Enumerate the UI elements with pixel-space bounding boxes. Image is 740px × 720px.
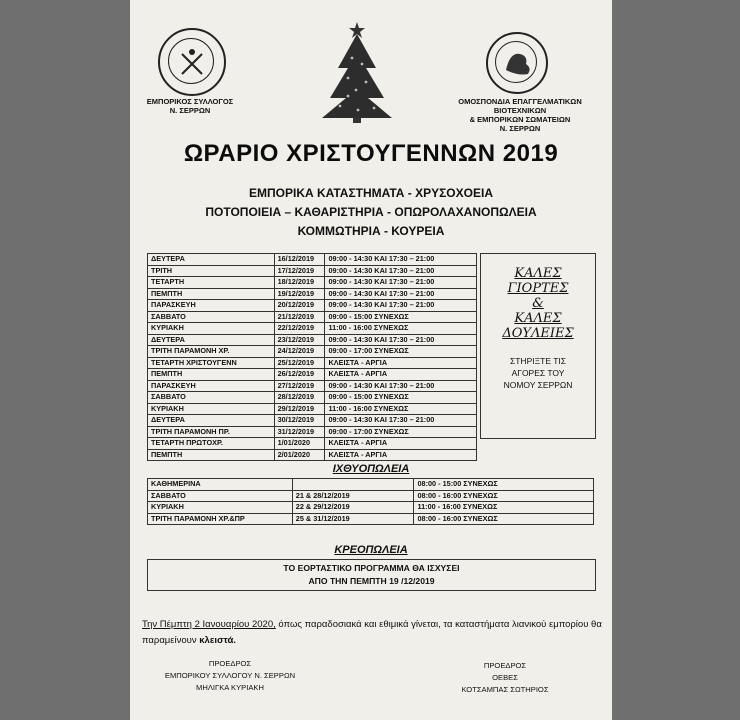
schedule-row-day: ΠΕΜΠΤΗ xyxy=(148,369,275,381)
schedule-row-hours: 09:00 - 14:30 ΚΑΙ 17:30 – 21:00 xyxy=(325,380,477,392)
schedule-row-hours: 09:00 - 14:30 ΚΑΙ 17:30 – 21:00 xyxy=(325,254,477,266)
schedule-row xyxy=(148,288,477,300)
schedule-row-day: ΣΑΒΒΑΤΟ xyxy=(148,392,275,404)
schedule-row xyxy=(148,449,477,461)
fish-row xyxy=(148,479,594,491)
fish-row-hours: 08:00 - 16:00 ΣΥΝΕΧΩΣ xyxy=(414,513,594,525)
schedule-row xyxy=(148,438,477,450)
schedule-row-hours: 09:00 - 14:30 ΚΑΙ 17:30 – 21:00 xyxy=(325,288,477,300)
schedule-row-date: 1/01/2020 xyxy=(274,438,325,450)
schedule-row-date: 24/12/2019 xyxy=(274,346,325,358)
schedule-row xyxy=(148,334,477,346)
left-association-seal xyxy=(158,28,226,96)
schedule-row xyxy=(148,277,477,289)
schedule-row xyxy=(148,265,477,277)
schedule-row-date: 19/12/2019 xyxy=(274,288,325,300)
store-schedule-table xyxy=(147,253,477,461)
schedule-row xyxy=(148,426,477,438)
fish-row-hours: 11:00 - 16:00 ΣΥΝΕΧΩΣ xyxy=(414,502,594,514)
fish-row-day: ΚΥΡΙΑΚΗ xyxy=(148,502,293,514)
schedule-row-hours: ΚΛΕΙΣΤΑ - ΑΡΓΙΑ xyxy=(325,357,477,369)
schedule-row xyxy=(148,311,477,323)
schedule-row-day: ΔΕΥΤΕΡΑ xyxy=(148,334,275,346)
fish-row-date: 21 & 28/12/2019 xyxy=(292,490,414,502)
fish-row-date: 22 & 29/12/2019 xyxy=(292,502,414,514)
schedule-row-day: ΤΕΤΑΡΤΗ ΧΡΙΣΤΟΥΓΕΝΝ xyxy=(148,357,275,369)
schedule-row-date: 28/12/2019 xyxy=(274,392,325,404)
notice-closed: κλειστά. xyxy=(199,635,236,646)
butchers-line-2: ΑΠΟ ΤΗΝ ΠΕΜΠΤΗ 19 /12/2019 xyxy=(308,576,435,586)
butchers-box xyxy=(147,559,596,591)
fish-row-day: ΚΑΘΗΜΕΡΙΝΑ xyxy=(148,479,293,491)
schedule-row-date: 27/12/2019 xyxy=(274,380,325,392)
fish-row-hours: 08:00 - 16:00 ΣΥΝΕΧΩΣ xyxy=(414,490,594,502)
schedule-row-date: 17/12/2019 xyxy=(274,265,325,277)
fish-row-day: ΤΡΙΤΗ ΠΑΡΑΜΟΝΗ ΧΡ.&ΠΡ xyxy=(148,513,293,525)
schedule-row xyxy=(148,369,477,381)
left-signature: ΠΡΟΕΔΡΟΣ ΕΜΠΟΡΙΚΟΥ ΣΥΛΛΟΓΟΥ Ν. ΣΕΡΡΩΝ ΜΗΛΙΓΚΑ ΚΥΡΙΑΚΗ xyxy=(164,659,296,692)
schedule-row-date: 20/12/2019 xyxy=(274,300,325,312)
butchers-title: ΚΡΕΟΠΩΛΕΙΑ xyxy=(334,544,408,556)
fish-row xyxy=(148,513,594,525)
greeting-line-4: ΔΟΥΛΕΙΕΣ xyxy=(502,326,574,341)
right-federation-seal xyxy=(486,32,548,94)
schedule-row-hours: ΚΛΕΙΣΤΑ - ΑΡΓΙΑ xyxy=(325,369,477,381)
schedule-row-date: 30/12/2019 xyxy=(274,415,325,427)
schedule-row-date: 2/01/2020 xyxy=(274,449,325,461)
notice-date: Την Πέμπτη 2 Ιανουαρίου 2020, xyxy=(142,619,276,630)
greeting-line-3: ΚΑΛΕΣ xyxy=(514,311,562,326)
christmas-tree-icon xyxy=(318,18,396,124)
fish-shops-title: ΙΧΘΥΟΠΩΛΕΙΑ xyxy=(332,463,410,475)
greeting-line-1: ΚΑΛΕΣ xyxy=(514,266,562,281)
schedule-row xyxy=(148,323,477,335)
fish-row-date xyxy=(292,479,414,491)
schedule-row-day: ΚΥΡΙΑΚΗ xyxy=(148,403,275,415)
schedule-row-hours: 09:00 - 14:30 ΚΑΙ 17:30 – 21:00 xyxy=(325,265,477,277)
schedule-row-day: ΤΕΤΑΡΤΗ ΠΡΩΤΟΧΡ. xyxy=(148,438,275,450)
schedule-row-day: ΣΑΒΒΑΤΟ xyxy=(148,311,275,323)
schedule-row-day: ΤΡΙΤΗ ΠΑΡΑΜΟΝΗ ΠΡ. xyxy=(148,426,275,438)
greetings-box xyxy=(480,253,596,439)
schedule-row xyxy=(148,392,477,404)
schedule-row-day: ΔΕΥΤΕΡΑ xyxy=(148,254,275,266)
left-association-name: ΕΜΠΟΡΙΚΟΣ ΣΥΛΛΟΓΟΣ Ν. ΣΕΡΡΩΝ xyxy=(146,97,234,115)
schedule-row-hours: 09:00 - 14:30 ΚΑΙ 17:30 – 21:00 xyxy=(325,334,477,346)
schedule-row-hours: ΚΛΕΙΣΤΑ - ΑΡΓΙΑ xyxy=(325,438,477,450)
schedule-row-hours: 11:00 - 16:00 ΣΥΝΕΧΩΣ xyxy=(325,403,477,415)
support-message: ΣΤΗΡΙΞΤΕ ΤΙΣ ΑΓΟΡΕΣ ΤΟΥ ΝΟΜΟΥ ΣΕΡΡΩΝ xyxy=(503,356,573,390)
poster xyxy=(130,0,612,720)
schedule-row-day: ΤΡΙΤΗ xyxy=(148,265,275,277)
schedule-row-hours: 09:00 - 17:00 ΣΥΝΕΧΩΣ xyxy=(325,426,477,438)
schedule-row-day: ΠΑΡΑΣΚΕΥΗ xyxy=(148,300,275,312)
category-line-1: ΕΜΠΟΡΙΚΑ ΚΑΤΑΣΤΗΜΑΤΑ - ΧΡΥΣΟΧΟΕΙΑ xyxy=(249,186,493,200)
fish-row xyxy=(148,490,594,502)
fish-row-date: 25 & 31/12/2019 xyxy=(292,513,414,525)
schedule-row-day: ΚΥΡΙΑΚΗ xyxy=(148,323,275,335)
schedule-row-date: 31/12/2019 xyxy=(274,426,325,438)
schedule-row-day: ΠΕΜΠΤΗ xyxy=(148,288,275,300)
greeting-ampersand: & xyxy=(532,296,544,311)
page-title: ΩΡΑΡΙΟ ΧΡΙΣΤΟΥΓΕΝΝΩΝ 2019 xyxy=(183,140,559,167)
schedule-row-date: 21/12/2019 xyxy=(274,311,325,323)
schedule-row-hours: 09:00 - 15:00 ΣΥΝΕΧΩΣ xyxy=(325,311,477,323)
schedule-row-day: ΤΡΙΤΗ ΠΑΡΑΜΟΝΗ ΧΡ. xyxy=(148,346,275,358)
fish-row-hours: 08:00 - 15:00 ΣΥΝΕΧΩΣ xyxy=(414,479,594,491)
schedule-row xyxy=(148,346,477,358)
right-federation-name: ΟΜΟΣΠΟΝΔΙΑ ΕΠΑΓΓΕΛΜΑΤΙΚΩΝ ΒΙΟΤΕΧΝΙΚΩΝ & ΕΜΠΟΡΙΚΩΝ ΣΩΜΑΤΕΙΩΝ Ν. ΣΕΡΡΩΝ xyxy=(458,97,582,133)
notice-text: όπως παραδοσιακά και εθιμικά γίνεται, τα καταστήματα λιανικού εμπορίου θα παραμείνουν xyxy=(142,619,602,646)
greeting-line-2: ΓΙΟΡΤΕΣ xyxy=(507,281,569,296)
schedule-row-hours: 09:00 - 14:30 ΚΑΙ 17:30 – 21:00 xyxy=(325,415,477,427)
schedule-row-day: ΠΑΡΑΣΚΕΥΗ xyxy=(148,380,275,392)
schedule-row-hours: 09:00 - 15:00 ΣΥΝΕΧΩΣ xyxy=(325,392,477,404)
schedule-row-hours: 09:00 - 17:00 ΣΥΝΕΧΩΣ xyxy=(325,346,477,358)
schedule-row-day: ΤΕΤΑΡΤΗ xyxy=(148,277,275,289)
schedule-row-date: 26/12/2019 xyxy=(274,369,325,381)
schedule-row-hours: 11:00 - 16:00 ΣΥΝΕΧΩΣ xyxy=(325,323,477,335)
schedule-row-hours: ΚΛΕΙΣΤΑ - ΑΡΓΙΑ xyxy=(325,449,477,461)
schedule-row-date: 16/12/2019 xyxy=(274,254,325,266)
closing-notice xyxy=(142,617,602,649)
fish-shops-table xyxy=(147,478,594,525)
schedule-row xyxy=(148,254,477,266)
category-line-3: ΚΟΜΜΩΤΗΡΙΑ - ΚΟΥΡΕΙΑ xyxy=(297,224,445,238)
schedule-row-date: 29/12/2019 xyxy=(274,403,325,415)
schedule-row-day: ΔΕΥΤΕΡΑ xyxy=(148,415,275,427)
schedule-row xyxy=(148,300,477,312)
schedule-row-date: 25/12/2019 xyxy=(274,357,325,369)
schedule-row xyxy=(148,403,477,415)
butchers-line-1: ΤΟ ΕΟΡΤΑΣΤΙΚΟ ΠΡΟΓΡΑΜΜΑ ΘΑ ΙΣΧΥΣΕΙ xyxy=(283,563,460,573)
schedule-row-date: 22/12/2019 xyxy=(274,323,325,335)
schedule-row xyxy=(148,415,477,427)
fish-row xyxy=(148,502,594,514)
schedule-row xyxy=(148,380,477,392)
category-line-2: ΠΟΤΟΠΟΙΕΙΑ – ΚΑΘΑΡΙΣΤΗΡΙΑ - ΟΠΩΡΟΛΑΧΑΝΟΠΩΛΕΙΑ xyxy=(205,205,537,219)
fish-row-day: ΣΑΒΒΑΤΟ xyxy=(148,490,293,502)
schedule-row-date: 18/12/2019 xyxy=(274,277,325,289)
schedule-row-hours: 09:00 - 14:30 ΚΑΙ 17:30 – 21:00 xyxy=(325,277,477,289)
schedule-row-hours: 09:00 - 14:30 ΚΑΙ 17:30 – 21:00 xyxy=(325,300,477,312)
schedule-row xyxy=(148,357,477,369)
schedule-row-day: ΠΕΜΠΤΗ xyxy=(148,449,275,461)
right-signature: ΠΡΟΕΔΡΟΣ ΟΕΒΕΣ ΚΟΤΣΑΜΠΑΣ ΣΩΤΗΡΙΟΣ xyxy=(461,661,549,694)
schedule-row-date: 23/12/2019 xyxy=(274,334,325,346)
